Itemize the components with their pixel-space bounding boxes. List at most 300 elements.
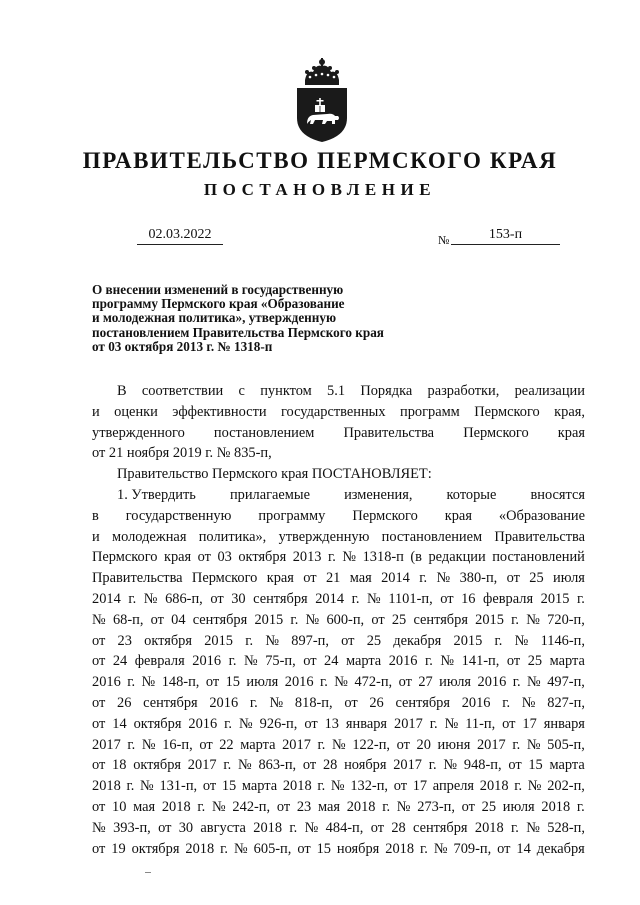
body-word: г. xyxy=(428,757,437,774)
body-word: февраля xyxy=(134,653,185,670)
body-word: 2017 xyxy=(187,757,217,774)
body-word: 25 xyxy=(527,653,543,670)
body-line xyxy=(92,714,585,735)
body-word: от xyxy=(461,798,475,815)
body-word: 1101-п, xyxy=(388,590,433,607)
body-word: октября xyxy=(133,757,182,774)
body-word: 2016 xyxy=(192,653,222,670)
body-word: «Образование xyxy=(498,507,585,524)
body-word: г. xyxy=(127,736,136,753)
body-word: от xyxy=(210,590,224,607)
body-line xyxy=(92,589,585,610)
body-word: программу xyxy=(258,507,326,524)
body-word: 2015 xyxy=(204,632,233,649)
body-word: декабря xyxy=(536,840,585,857)
body-word: 20 xyxy=(416,736,431,753)
body-word: 24 xyxy=(112,653,128,670)
body-word: г. xyxy=(319,674,328,691)
body-word: реализации xyxy=(514,383,585,399)
body-word: Пермского xyxy=(191,570,258,587)
body-word: № xyxy=(92,611,106,628)
body-word: 484-п, xyxy=(325,819,364,836)
body-word: 2013 xyxy=(292,549,322,566)
body-word: № xyxy=(526,611,540,628)
body-word: постановлений xyxy=(492,549,585,566)
body-word: 2015 xyxy=(254,611,284,628)
document-number: 153-п xyxy=(451,227,560,245)
body-word: № xyxy=(396,798,411,815)
body-word: 68-п, xyxy=(112,611,144,628)
subject-line: программу Пермского края «Образование xyxy=(92,296,345,312)
body-word: 1. Утвердить xyxy=(117,486,196,503)
body-word: 709-п, xyxy=(453,840,492,857)
body-word: 273-п, xyxy=(417,798,455,815)
body-word: 2016 xyxy=(209,694,239,711)
body-word: г. xyxy=(419,840,428,857)
body-word: 15 xyxy=(221,778,237,795)
body-word: 141-п, xyxy=(461,653,500,670)
body-word: политика», xyxy=(198,528,267,545)
number-sign: № xyxy=(438,233,450,247)
body-word: января xyxy=(543,715,585,732)
body-word: 23 xyxy=(117,632,132,649)
body-word: мая xyxy=(349,570,372,587)
body-word: 2016 xyxy=(188,715,218,732)
body-word: г. xyxy=(510,819,519,836)
body-word: государственных xyxy=(281,403,386,420)
body-line xyxy=(92,797,585,818)
body-word: 23 xyxy=(296,798,312,815)
body-word: г. xyxy=(327,549,336,566)
body-word: молодежная xyxy=(112,528,187,545)
body-word: г. xyxy=(351,590,360,607)
body-word: от xyxy=(92,694,106,711)
body-line xyxy=(92,485,585,506)
body-word: Правительства xyxy=(343,424,435,441)
body-word: 75-п, xyxy=(265,653,296,670)
subject-line: постановлением Правительства Пермского края xyxy=(92,324,384,340)
body-word: декабря xyxy=(393,632,442,649)
body-word: 11-п, xyxy=(465,715,496,732)
body-word: г. xyxy=(289,819,298,836)
body-word: № xyxy=(436,570,451,587)
body-word: 25 xyxy=(391,611,407,628)
body-word: № xyxy=(238,715,253,732)
body-word: г. xyxy=(514,778,523,795)
body-word: 2016 xyxy=(284,674,314,691)
body-line xyxy=(92,610,585,631)
body-word: от xyxy=(150,611,164,628)
body-word: 18 xyxy=(112,757,127,774)
body-word: марта xyxy=(549,653,585,670)
body-word: 818-п, xyxy=(294,694,333,711)
subject-line: О внесении изменений в государственную xyxy=(92,282,344,297)
body-word: № xyxy=(526,819,540,836)
body-word: в xyxy=(92,507,99,524)
body-word: сентября xyxy=(143,694,198,711)
body-word: 131-п, xyxy=(159,778,198,795)
body-word: 686-п, xyxy=(165,590,203,607)
body-word: 2017 xyxy=(394,715,423,732)
body-word: 827-п, xyxy=(547,694,585,711)
body-word: 2015 xyxy=(540,590,570,607)
body-line xyxy=(92,735,585,756)
body-word: постановлением xyxy=(381,528,483,545)
body-line xyxy=(92,443,585,464)
body-word: Правительства xyxy=(92,570,183,587)
body-word: г. xyxy=(419,570,428,587)
body-word: г. xyxy=(224,715,233,732)
body-word: № xyxy=(305,611,320,628)
body-word: края xyxy=(444,507,472,524)
body-word: 2014 xyxy=(381,570,410,587)
body-word: № xyxy=(334,674,349,691)
body-word: 16-п, xyxy=(162,736,193,753)
body-word: г. xyxy=(228,653,237,670)
body-word: 505-п, xyxy=(547,736,585,753)
body-word: 2016 xyxy=(92,674,121,691)
body-word: 26 xyxy=(117,694,132,711)
body-word: марта xyxy=(549,757,585,774)
body-word: марта xyxy=(240,736,276,753)
body-word: февраля xyxy=(483,590,534,607)
body-word: от xyxy=(508,757,522,774)
body-word: 2015 xyxy=(475,611,504,628)
body-word: 1318-п xyxy=(362,549,404,566)
body-word: 2017 xyxy=(393,757,422,774)
body-word: 2016 xyxy=(388,653,418,670)
body-word: г. xyxy=(494,632,503,649)
body-word: г. xyxy=(127,674,136,691)
body-word: 10 xyxy=(112,798,127,815)
body-word: марта xyxy=(345,653,382,670)
body-word: от xyxy=(502,715,516,732)
body-word: 2017 xyxy=(476,736,506,753)
body-word: № xyxy=(237,757,252,774)
body-word: 2016 xyxy=(477,674,507,691)
body-word: 25 xyxy=(366,632,382,649)
body-word: 19 xyxy=(111,840,126,857)
body-word: 04 xyxy=(171,611,186,628)
body-word: 2018 xyxy=(474,819,504,836)
body-word: сентября xyxy=(192,611,248,628)
body-word: 863-п, xyxy=(258,757,297,774)
body-word: г. xyxy=(382,798,391,815)
body-word: от xyxy=(158,819,172,836)
body-word: 2018 xyxy=(541,798,571,815)
body-word: октября xyxy=(133,715,182,732)
body-word: сентября xyxy=(253,590,308,607)
paragraph-item-1 xyxy=(92,485,585,859)
body-word: соответствии xyxy=(141,383,224,399)
body-word: оценки xyxy=(114,403,158,420)
body-word: г. xyxy=(245,632,254,649)
body-word: № xyxy=(514,632,529,649)
paragraph-preamble xyxy=(92,381,585,464)
body-word: № xyxy=(342,549,357,566)
body-word: 21 xyxy=(325,570,341,587)
body-word: Пермского xyxy=(352,507,418,524)
body-word: 2016 xyxy=(461,694,491,711)
body-word: 2018 xyxy=(161,798,191,815)
body-word: от xyxy=(506,653,521,670)
body-word: 13 xyxy=(324,715,339,732)
body-word: В xyxy=(117,383,127,399)
document-subject xyxy=(92,283,422,354)
body-word: 1146-п, xyxy=(540,632,585,649)
body-word: от xyxy=(396,736,410,753)
body-word: от xyxy=(92,840,106,857)
body-word: Порядка xyxy=(360,383,413,399)
body-word: от xyxy=(497,840,511,857)
body-word: 202-п, xyxy=(547,778,585,795)
document-date: 02.03.2022 xyxy=(137,227,223,245)
body-word: августа xyxy=(200,819,246,836)
body-word: сентября xyxy=(413,611,468,628)
body-word: № xyxy=(233,840,248,857)
body-word: 393-п, xyxy=(113,819,151,836)
body-word: 2018 xyxy=(92,778,121,795)
body-word: края xyxy=(266,570,294,587)
body-word: от xyxy=(197,549,211,566)
body-word: № xyxy=(211,798,226,815)
body-word: г. xyxy=(126,778,135,795)
body-line xyxy=(92,776,585,797)
body-word: от xyxy=(92,632,106,649)
body-word: 2018 xyxy=(385,840,415,857)
body-line xyxy=(92,527,585,548)
body-word: 2018 xyxy=(185,840,215,857)
body-word: 472-п, xyxy=(354,674,393,691)
body-word: 03 xyxy=(217,549,232,566)
body-word: г. xyxy=(429,715,438,732)
body-word: № xyxy=(143,590,158,607)
body-word: июля xyxy=(246,674,279,691)
body-word: № xyxy=(265,632,280,649)
body-word: от xyxy=(370,819,384,836)
body-word: 17 xyxy=(412,778,428,795)
body-word: 148-п, xyxy=(161,674,200,691)
body-word: от xyxy=(393,778,407,795)
body-word: № xyxy=(92,819,106,836)
body-word: г. xyxy=(220,840,229,857)
body-word: г. xyxy=(128,590,137,607)
body-word: апреля xyxy=(432,778,475,795)
body-word: 528-п, xyxy=(547,819,585,836)
body-word: от xyxy=(341,632,355,649)
page-footer-mark xyxy=(145,872,151,873)
body-word: от xyxy=(440,590,454,607)
body-word: государственную xyxy=(125,507,232,524)
body-word: 27 xyxy=(418,674,433,691)
body-word: эффективности xyxy=(172,403,267,420)
body-word: 22 xyxy=(219,736,234,753)
body-word: от xyxy=(92,798,106,815)
body-word: 16 xyxy=(461,590,476,607)
body-word: от xyxy=(92,715,106,732)
body-word: 17 xyxy=(522,715,537,732)
body-word: 2018 xyxy=(346,798,376,815)
body-line xyxy=(92,547,585,568)
body-word: 497-п, xyxy=(547,674,585,691)
body-word: № xyxy=(527,674,541,691)
body-line xyxy=(92,402,585,423)
body-word: 24 xyxy=(324,653,339,670)
body-word: 2018 xyxy=(479,778,509,795)
body-word: от xyxy=(371,611,385,628)
body-word: мая xyxy=(133,798,156,815)
body-word: 720-п, xyxy=(547,611,585,628)
body-word: 25 xyxy=(481,798,497,815)
body-word: 122-п, xyxy=(352,736,391,753)
body-word: 2015 xyxy=(453,632,483,649)
body-word: № xyxy=(332,736,346,753)
body-word: № xyxy=(140,778,154,795)
body-word: № xyxy=(304,819,319,836)
body-word: сентября xyxy=(413,819,468,836)
body-word: г. xyxy=(512,674,521,691)
body-word: № xyxy=(367,590,381,607)
body-word: № xyxy=(243,653,258,670)
body-line xyxy=(92,755,585,776)
body-word: г. xyxy=(502,694,511,711)
body-word: № xyxy=(440,653,455,670)
body-word: от 21 ноября 2019 г. № 835-п, xyxy=(92,445,272,462)
body-word: г. xyxy=(576,590,585,607)
government-title: ПРАВИТЕЛЬСТВО ПЕРМСКОГО КРАЯ xyxy=(82,148,558,173)
body-line xyxy=(92,506,585,527)
body-word: от xyxy=(202,778,217,795)
body-word: от xyxy=(297,840,311,857)
body-word: 605-п, xyxy=(253,840,292,857)
body-word: 2017 xyxy=(92,736,121,753)
body-word: июля xyxy=(502,798,535,815)
body-line xyxy=(92,381,585,402)
body-word: ноября xyxy=(344,757,387,774)
body-word: 26 xyxy=(369,694,384,711)
body-word: марта xyxy=(241,778,278,795)
body-word: № xyxy=(141,674,156,691)
body-line xyxy=(92,568,585,589)
body-word: 28 xyxy=(322,757,338,774)
body-word: редакции xyxy=(428,549,486,566)
body-word: Пермского xyxy=(92,549,158,566)
body-word: г. xyxy=(317,778,326,795)
paragraph-resolves: Правительство Пермского края ПОСТАНОВЛЯЕТ: xyxy=(117,466,432,483)
body-word: 28 xyxy=(391,819,406,836)
body-line xyxy=(92,672,585,693)
body-word: 2017 xyxy=(282,736,311,753)
body-word: № xyxy=(433,840,448,857)
body-word: октября xyxy=(144,632,192,649)
body-word: № xyxy=(521,694,536,711)
body-word: разработки, xyxy=(427,383,500,399)
coat-of-arms-icon xyxy=(293,58,351,142)
document-type: ПОСТАНОВЛЕНИЕ xyxy=(203,180,437,199)
body-word: от xyxy=(303,653,317,670)
body-line xyxy=(92,423,585,444)
body-word: г. xyxy=(290,611,299,628)
body-word: 926-п, xyxy=(259,715,298,732)
body-word: г. xyxy=(512,736,521,753)
body-word: прилагаемые xyxy=(229,486,310,503)
body-word: от xyxy=(303,570,317,587)
body-word: программ xyxy=(400,403,460,420)
body-line xyxy=(92,839,585,860)
body-word: которые xyxy=(446,486,497,503)
body-word: 380-п, xyxy=(459,570,498,587)
body-word: 14 xyxy=(112,715,127,732)
body-word: 30 xyxy=(231,590,246,607)
body-word: от xyxy=(199,736,213,753)
body-word: от xyxy=(302,757,317,774)
body-word: г. xyxy=(425,653,433,670)
body-word: г. xyxy=(249,694,258,711)
body-word: 25 xyxy=(529,570,544,587)
body-word: сентября xyxy=(395,694,450,711)
body-word: г. xyxy=(511,611,520,628)
body-word: утвержденного xyxy=(92,424,185,441)
subject-line: от 03 октября 2013 г. № 1318-п xyxy=(92,338,273,354)
body-word: № xyxy=(527,778,542,795)
body-word: 15 xyxy=(316,840,331,857)
body-word: (в xyxy=(410,549,422,566)
body-word: постановлением xyxy=(213,424,315,441)
body-word: края xyxy=(163,549,192,566)
body-word: 15 xyxy=(528,757,543,774)
body-word: января xyxy=(345,715,388,732)
body-word: 2018 xyxy=(253,819,283,836)
body-word: края, xyxy=(554,403,585,420)
body-word: 2014 xyxy=(92,590,121,607)
body-word: № xyxy=(330,778,345,795)
body-word: 15 xyxy=(225,674,240,691)
body-word: № xyxy=(141,736,156,753)
body-word: от xyxy=(506,570,520,587)
body-word: г. xyxy=(223,757,232,774)
body-word: от xyxy=(92,757,106,774)
body-word: 14 xyxy=(516,840,531,857)
body-word: г. xyxy=(576,798,585,815)
body-word: вносятся xyxy=(530,486,585,503)
body-word: № xyxy=(526,736,541,753)
body-word: Правительства xyxy=(494,528,585,545)
body-word: и xyxy=(92,403,100,420)
body-word: 132-п, xyxy=(350,778,389,795)
body-word: 30 xyxy=(178,819,194,836)
body-word: и xyxy=(92,528,100,545)
body-word: от xyxy=(304,715,318,732)
body-word: от xyxy=(205,674,220,691)
body-word: края xyxy=(557,424,585,441)
body-line xyxy=(92,631,585,652)
body-word: 242-п, xyxy=(232,798,271,815)
body-word: Пермского xyxy=(474,403,540,420)
body-word: № xyxy=(443,757,458,774)
body-word: № xyxy=(269,694,284,711)
subject-line: и молодежная политика», утвержденную xyxy=(92,310,337,326)
body-word: г. xyxy=(317,736,326,753)
body-line xyxy=(92,818,585,839)
document-body xyxy=(92,381,585,859)
body-word: от xyxy=(344,694,358,711)
body-word: от xyxy=(92,653,106,670)
body-word: № xyxy=(444,715,459,732)
body-word: г. xyxy=(197,798,206,815)
body-word: от xyxy=(398,674,412,691)
body-word: мая xyxy=(317,798,340,815)
body-word: утвержденную xyxy=(278,528,370,545)
